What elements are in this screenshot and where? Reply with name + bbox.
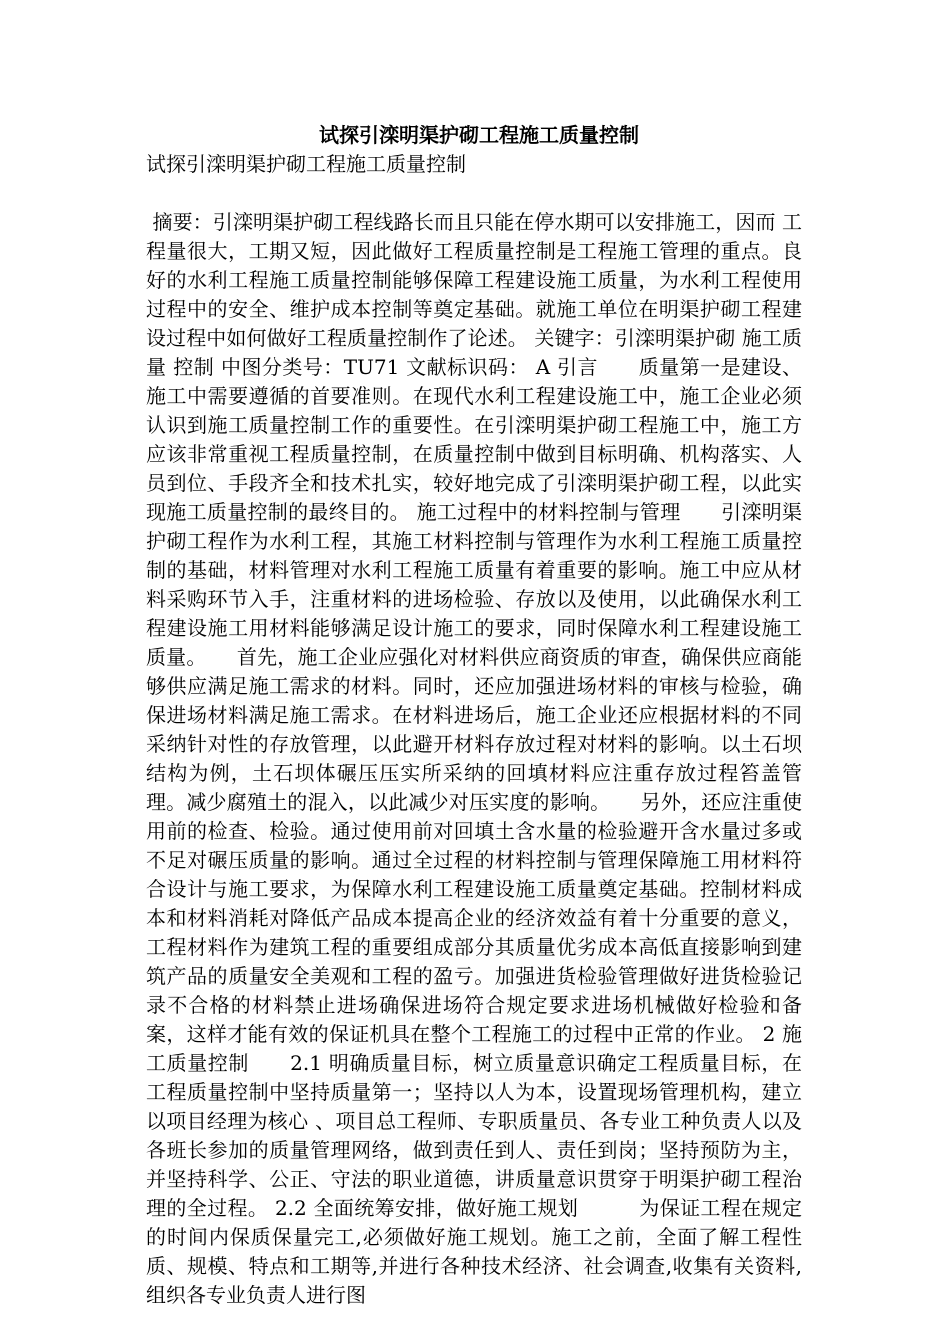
document-body: 摘要：引滦明渠护砌工程线路长而且只能在停水期可以安排施工，因而 工程量很大，工期又短，因此做好工程质量控制是工程施工管理的重点。良好的水利工程施工质量控制能够保障工程建设施工质量，为水利工程使用过程中的安全、维护成本控制等奠定基础。就施工单位在明渠护砌工程建设过程中如何做好工程质量控制作了论述。 关键字：引滦明渠护砌 施工质量 控制 中图分类号：TU71 文献标识码： A 引言 质量第一是建设、施工中需要遵循的首要准则。在现代水利工程建设施工中，施工企业必须认识到施工质量控制工作的重要性。在引滦明渠护砌工程施工中，施工方应该非常重视工程质量控制，在质量控制中做到目标明确、机构落实、人员到位、手段齐全和技术扎实，较好地完成了引滦明渠护砌工程，以此实现施工质量控制的最终目的。 施工过程中的材料控制与管理 引滦明渠护砌工程作为水利工程，其施工材料控制与管理作为水利工程施工质量控制的基础，材料管理对水利工程施工质量有着重要的影响。施工中应从材料采购环节入手，注重材料的进场检验、存放以及使用，以此确保水利工程建设施工用材料能够满足设计施工的要求，同时保障水利工程建设施工质量。 首先，施工企业应强化对材料供应商资质的审查，确保供应商能够供应满足施工需求的材料。同时，还应加强进场材料的审核与检验，确保进场材料满足施工需求。在材料进场后，施工企业还应根据材料的不同采纳针对性的存放管理，以此避开材料存放过程对材料的影响。以土石坝结构为例，土石坝体碾压压实所采纳的回填材料应注重存放过程笞盖管理。减少腐殖土的混入，以此减少对压实度的影响。 另外，还应注重使用前的检查、检验。通过使用前对回填土含水量的检验避开含水量过多或不足对碾压质量的影响。通过全过程的材料控制与管理保障施工用材料符合设计与施工要求，为保障水利工程建设施工质量奠定基础。控制材料成本和材料消耗对降低产品成本提高企业的经济效益有着十分重要的意义，工程材料作为建筑工程的重要组成部分其质量优劣成本高低直接影响到建筑产品的质量安全美观和工程的盈亏。加强进货检验管理做好进货检验记录不合格的材料禁止进场确保进场符合规定要求进场机械做好检验和备案，这样才能有效的保证机具在整个工程施工的过程中正常的作业。 2 施工质量控制 2.1 明确质量目标，树立质量意识确定工程质量目标，在工程质量控制中坚持质量第一；坚持以人为本，设置现场管理机构，建立以项目经理为核心 、项目总工程师、专职质量员、各专业工种负责人以及各班长参加的质量管理网络，做到责任到人、责任到岗；坚持预防为主， 并坚持科学、公正、守法的职业道德，讲质量意识贯穿于明渠护砌工程治理的全过程。 2.2 全面统筹安排，做好施工规划 为保证工程在规定的时间内保质保量完工,必须做好施工规划。施工之前，全面了解工程性质、规模、特点和工期等,并进行各种技术经济、社会调查,收集有关资料,组织各专业负责人进行图 bbox=[146, 210, 809, 1307]
document-subtitle: 试探引滦明渠护砌工程施工质量控制 bbox=[146, 152, 466, 176]
blank-line bbox=[146, 179, 802, 208]
document-title: 试探引滦明渠护砌工程施工质量控制 bbox=[319, 123, 639, 147]
document-page bbox=[146, 120, 809, 1310]
